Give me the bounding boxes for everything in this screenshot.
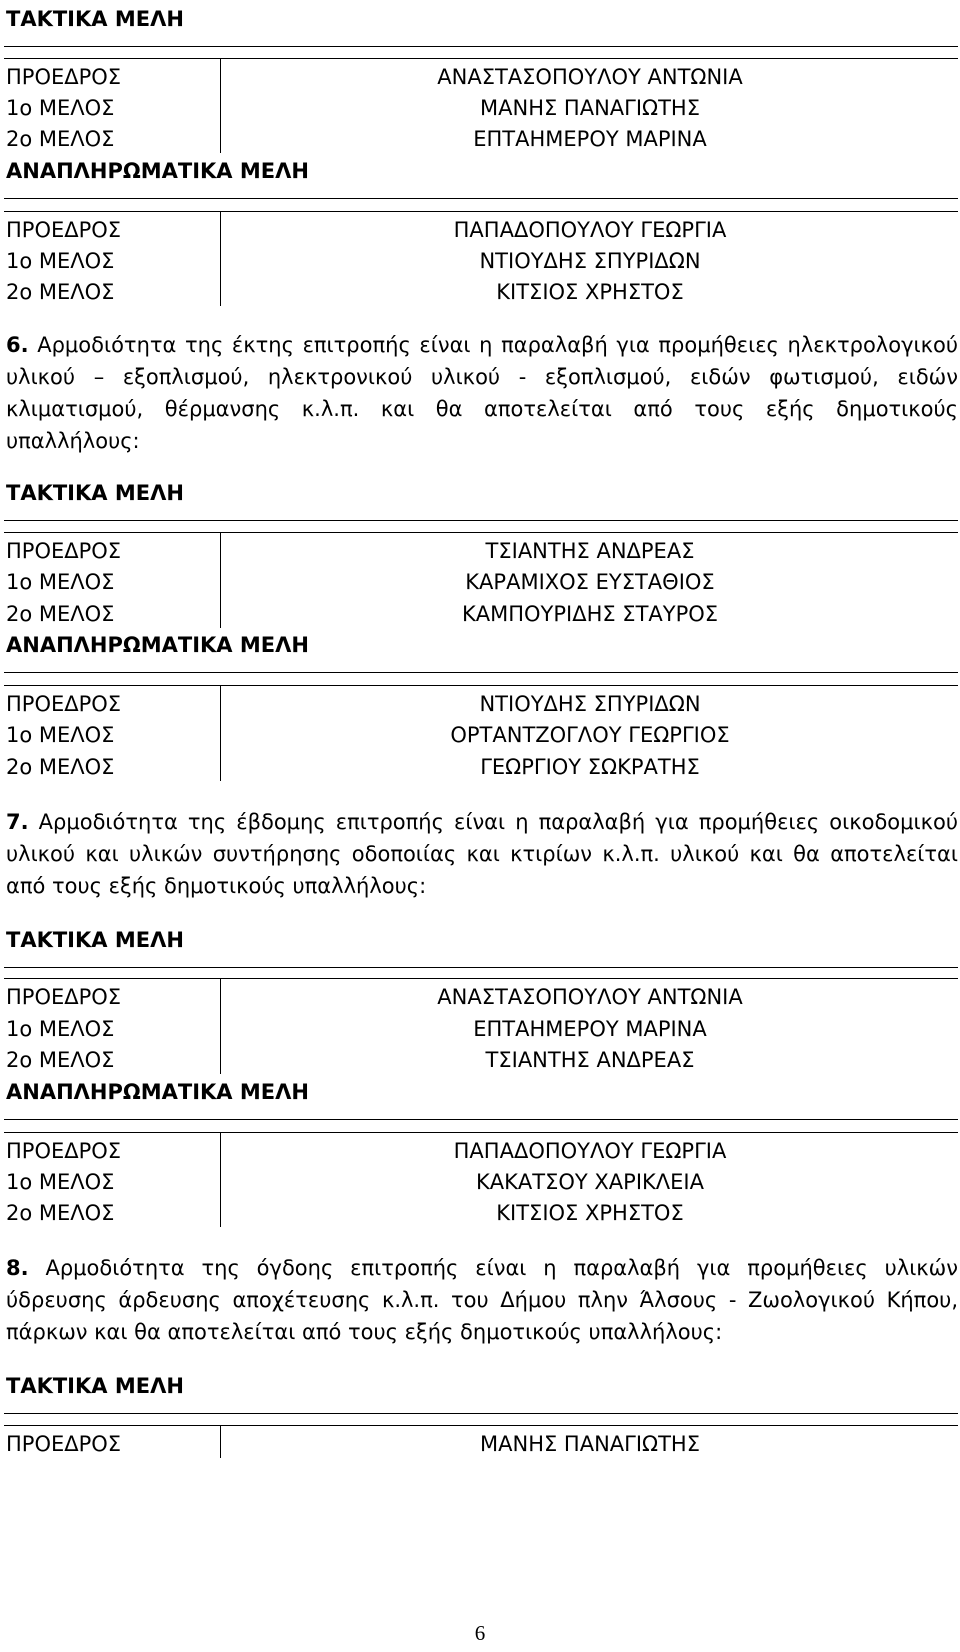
alternate-members-heading: ΑΝΑΠΛΗΡΩΜΑΤΙΚΑ ΜΕΛΗ (6, 159, 309, 183)
member-role: ΠΡΟΕΔΡΟΣ (6, 65, 122, 89)
member-role: 1ο ΜΕΛΟΣ (6, 570, 115, 594)
heading-rule (4, 1413, 958, 1414)
member-name: ΝΤΙΟΥΔΗΣ ΣΠΥΡΙΔΩΝ (479, 692, 701, 716)
member-name: ΚΑΜΠΟΥΡΙΔΗΣ ΣΤΑΥΡΟΣ (461, 602, 719, 626)
member-role: ΠΡΟΕΔΡΟΣ (6, 218, 122, 242)
member-name: ΤΣΙΑΝΤΗΣ ΑΝΔΡΕΑΣ (485, 1048, 695, 1072)
member-role: 1ο ΜΕΛΟΣ (6, 1170, 115, 1194)
section-rule (4, 978, 958, 979)
titular-members-heading: ΤΑΚΤΙΚΑ ΜΕΛΗ (6, 481, 184, 505)
heading-rule (4, 198, 958, 199)
heading-rule (4, 1119, 958, 1120)
member-role: 2ο ΜΕΛΟΣ (6, 127, 115, 151)
titular-members-heading: ΤΑΚΤΙΚΑ ΜΕΛΗ (6, 7, 184, 31)
paragraph-text: Αρμοδιότητα της όγδοης επιτροπής είναι η παραλαβή για προμήθειες υλικών ύδρευσης άρδευσης αποχέτευσης κ.λ.π. του Δήμου πλην Άλσους - Ζωολογικού Κήπου, πάρκων και θα αποτελείται από τους εξής δημοτικούς υπαλλήλους: (6, 1256, 958, 1344)
heading-rule (4, 672, 958, 673)
heading-rule (4, 46, 958, 47)
member-name: ΚΑΚΑΤΣΟΥ ΧΑΡΙΚΛΕΙΑ (476, 1170, 704, 1194)
member-role: 1ο ΜΕΛΟΣ (6, 96, 115, 120)
alternate-members-heading: ΑΝΑΠΛΗΡΩΜΑΤΙΚΑ ΜΕΛΗ (6, 1080, 309, 1104)
column-divider (220, 1425, 221, 1458)
member-name: ΓΕΩΡΓΙΟΥ ΣΩΚΡΑΤΗΣ (480, 755, 700, 779)
member-name: ΠΑΠΑΔΟΠΟΥΛΟΥ ΓΕΩΡΓΙΑ (453, 218, 727, 242)
member-role: 1ο ΜΕΛΟΣ (6, 249, 115, 273)
committee-paragraph (6, 329, 958, 457)
member-name: ΕΠΤΑΗΜΕΡΟΥ ΜΑΡΙΝΑ (473, 1017, 707, 1041)
paragraph-number: 6. (6, 333, 29, 357)
member-role: ΠΡΟΕΔΡΟΣ (6, 692, 122, 716)
section-rule (4, 211, 958, 212)
member-name: ΟΡΤΑΝΤΖΟΓΛΟΥ ΓΕΩΡΓΙΟΣ (450, 723, 730, 747)
column-divider (220, 58, 221, 153)
section-rule (4, 532, 958, 533)
member-name: ΜΑΝΗΣ ΠΑΝΑΓΙΩΤΗΣ (480, 1432, 700, 1456)
paragraph-text: Αρμοδιότητα της έβδομης επιτροπής είναι η παραλαβή για προμήθειες οικοδομικού υλικού και υλικών συντήρησης οδοποιίας και κτιρίων κ.λ.π. υλικού και θα αποτελείται από τους εξής δημοτικούς υπαλλήλους: (6, 810, 958, 898)
column-divider (220, 1132, 221, 1227)
alternate-members-heading: ΑΝΑΠΛΗΡΩΜΑΤΙΚΑ ΜΕΛΗ (6, 633, 309, 657)
member-role: 2ο ΜΕΛΟΣ (6, 755, 115, 779)
member-name: ΜΑΝΗΣ ΠΑΝΑΓΙΩΤΗΣ (480, 96, 700, 120)
member-name: ΚΙΤΣΙΟΣ ΧΡΗΣΤΟΣ (496, 280, 684, 304)
member-role: ΠΡΟΕΔΡΟΣ (6, 985, 122, 1009)
member-role: ΠΡΟΕΔΡΟΣ (6, 539, 122, 563)
member-role: 1ο ΜΕΛΟΣ (6, 723, 115, 747)
section-rule (4, 685, 958, 686)
page-number: 6 (474, 1621, 486, 1645)
member-name: ΝΤΙΟΥΔΗΣ ΣΠΥΡΙΔΩΝ (479, 249, 701, 273)
member-name: ΠΑΠΑΔΟΠΟΥΛΟΥ ΓΕΩΡΓΙΑ (453, 1139, 727, 1163)
titular-members-heading: ΤΑΚΤΙΚΑ ΜΕΛΗ (6, 928, 184, 952)
member-name: ΤΣΙΑΝΤΗΣ ΑΝΔΡΕΑΣ (485, 539, 695, 563)
heading-rule (4, 520, 958, 521)
member-role: ΠΡΟΕΔΡΟΣ (6, 1432, 122, 1456)
paragraph-text: Αρμοδιότητα της έκτης επιτροπής είναι η παραλαβή για προμήθειες ηλεκτρολογικού υλικού – εξοπλισμού, ηλεκτρονικού υλικού - εξοπλισμού, ειδών φωτισμού, ειδών κλιματισμού, θέρμανσης κ.λ.π. και θα αποτελείται από τους εξής δημοτικούς υπαλλήλους: (6, 333, 958, 453)
section-rule (4, 58, 958, 59)
member-role: ΠΡΟΕΔΡΟΣ (6, 1139, 122, 1163)
member-role: 1ο ΜΕΛΟΣ (6, 1017, 115, 1041)
member-name: ΚΑΡΑΜΙΧΟΣ ΕΥΣΤΑΘΙΟΣ (465, 570, 715, 594)
member-role: 2ο ΜΕΛΟΣ (6, 280, 115, 304)
member-role: 2ο ΜΕΛΟΣ (6, 1048, 115, 1072)
column-divider (220, 532, 221, 628)
column-divider (220, 211, 221, 306)
column-divider (220, 685, 221, 781)
member-name: ΚΙΤΣΙΟΣ ΧΡΗΣΤΟΣ (496, 1201, 684, 1225)
committee-paragraph (6, 806, 958, 902)
member-name: ΕΠΤΑΗΜΕΡΟΥ ΜΑΡΙΝΑ (473, 127, 707, 151)
member-name: ΑΝΑΣΤΑΣΟΠΟΥΛΟΥ ΑΝΤΩΝΙΑ (437, 65, 743, 89)
column-divider (220, 978, 221, 1074)
section-rule (4, 1132, 958, 1133)
member-role: 2ο ΜΕΛΟΣ (6, 1201, 115, 1225)
member-name: ΑΝΑΣΤΑΣΟΠΟΥΛΟΥ ΑΝΤΩΝΙΑ (437, 985, 743, 1009)
committee-paragraph (6, 1252, 958, 1348)
heading-rule (4, 967, 958, 968)
paragraph-number: 8. (6, 1256, 29, 1280)
member-role: 2ο ΜΕΛΟΣ (6, 602, 115, 626)
titular-members-heading: ΤΑΚΤΙΚΑ ΜΕΛΗ (6, 1374, 184, 1398)
paragraph-number: 7. (6, 810, 29, 834)
section-rule (4, 1425, 958, 1426)
